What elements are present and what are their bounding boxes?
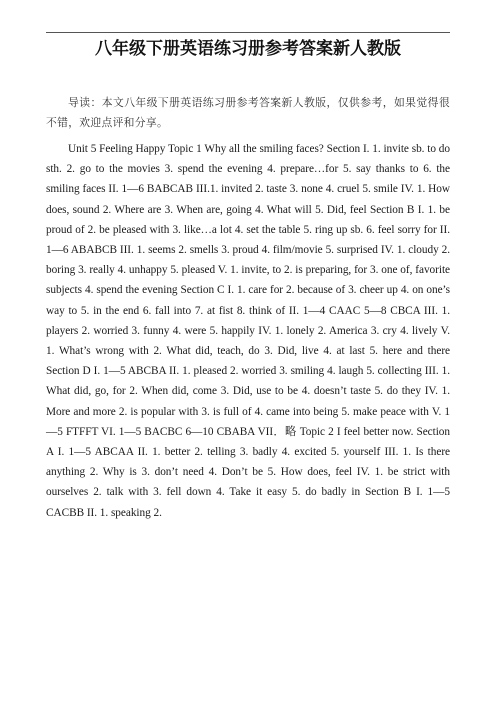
answer-key-paragraph: Unit 5 Feeling Happy Topic 1 Why all the smiling faces? Section I. 1. invite sb. to do sth. 2. go to the movies 3. spend the evening 4. prepare…for 5. say thanks to 6. the smiling faces II. 1—6 BABCAB III.1. invited 2. taste 3. none 4. cruel 5. smile IV. 1. How does, sound 2. Where are 3. When are, going 4. What will 5. Did, feel Section B I. 1. be proud of 2. be pleased with 3. like…a lot 4. set the table 5. ring up sb. 6. feel sorry for II. 1—6 ABABCB III. 1. seems 2. smells 3. proud 4. film/movie 5. surprised IV. 1. cloudy 2. boring 3. really 4. unhappy 5. pleased V. 1. invite, to 2. is preparing, for 3. one of, favorite subjects 4. spend the evening Section C I. 1. care for 2. because of 3. cheer up 4. on one’s way to 5. in the end 6. fall into 7. at fist 8. think of II. 1—4 CAAC 5—8 CBCA III. 1. players 2. worried 3. funny 4. were 5. happily IV. 1. lonely 2. America 3. cry 4. lively V. 1. What’s wrong with 2. What did, teach, do 3. Did, live 4. at last 5. here and there Section D I. 1—5 ABCBA II. 1. pleased 2. worried 3. smiling 4. laugh 5. collecting III. 1. What did, go, for 2. When did, come 3. Did, use to be 4. doesn’t taste 5. do they IV. 1. More and more 2. is popular with 3. is full of 4. came into being 5. make peace with V. 1—5 FTFFT VI. 1—5 BACBC 6—10 CBABA VII．略 Topic 2 I feel better now. Section A I. 1—5 ABCAA II. 1. better 2. telling 3. badly 4. excited 5. yourself III. 1. Is there anything 2. Why is 3. don’t need 4. Don’t be 5. How does, feel IV. 1. be strict with ourselves 2. talk with 3. fell down 4. Take it easy 5. do badly in Section B I. 1—5 CACBB II. 1. speaking 2. <box>46 143 450 519</box>
header-rule <box>46 32 450 33</box>
intro-paragraph: 导读：本文八年级下册英语练习册参考答案新人教版，仅供参考，如果觉得很不错，欢迎点评和分享。 <box>46 96 450 130</box>
page-title: 八年级下册英语练习册参考答案新人教版 <box>95 39 401 59</box>
